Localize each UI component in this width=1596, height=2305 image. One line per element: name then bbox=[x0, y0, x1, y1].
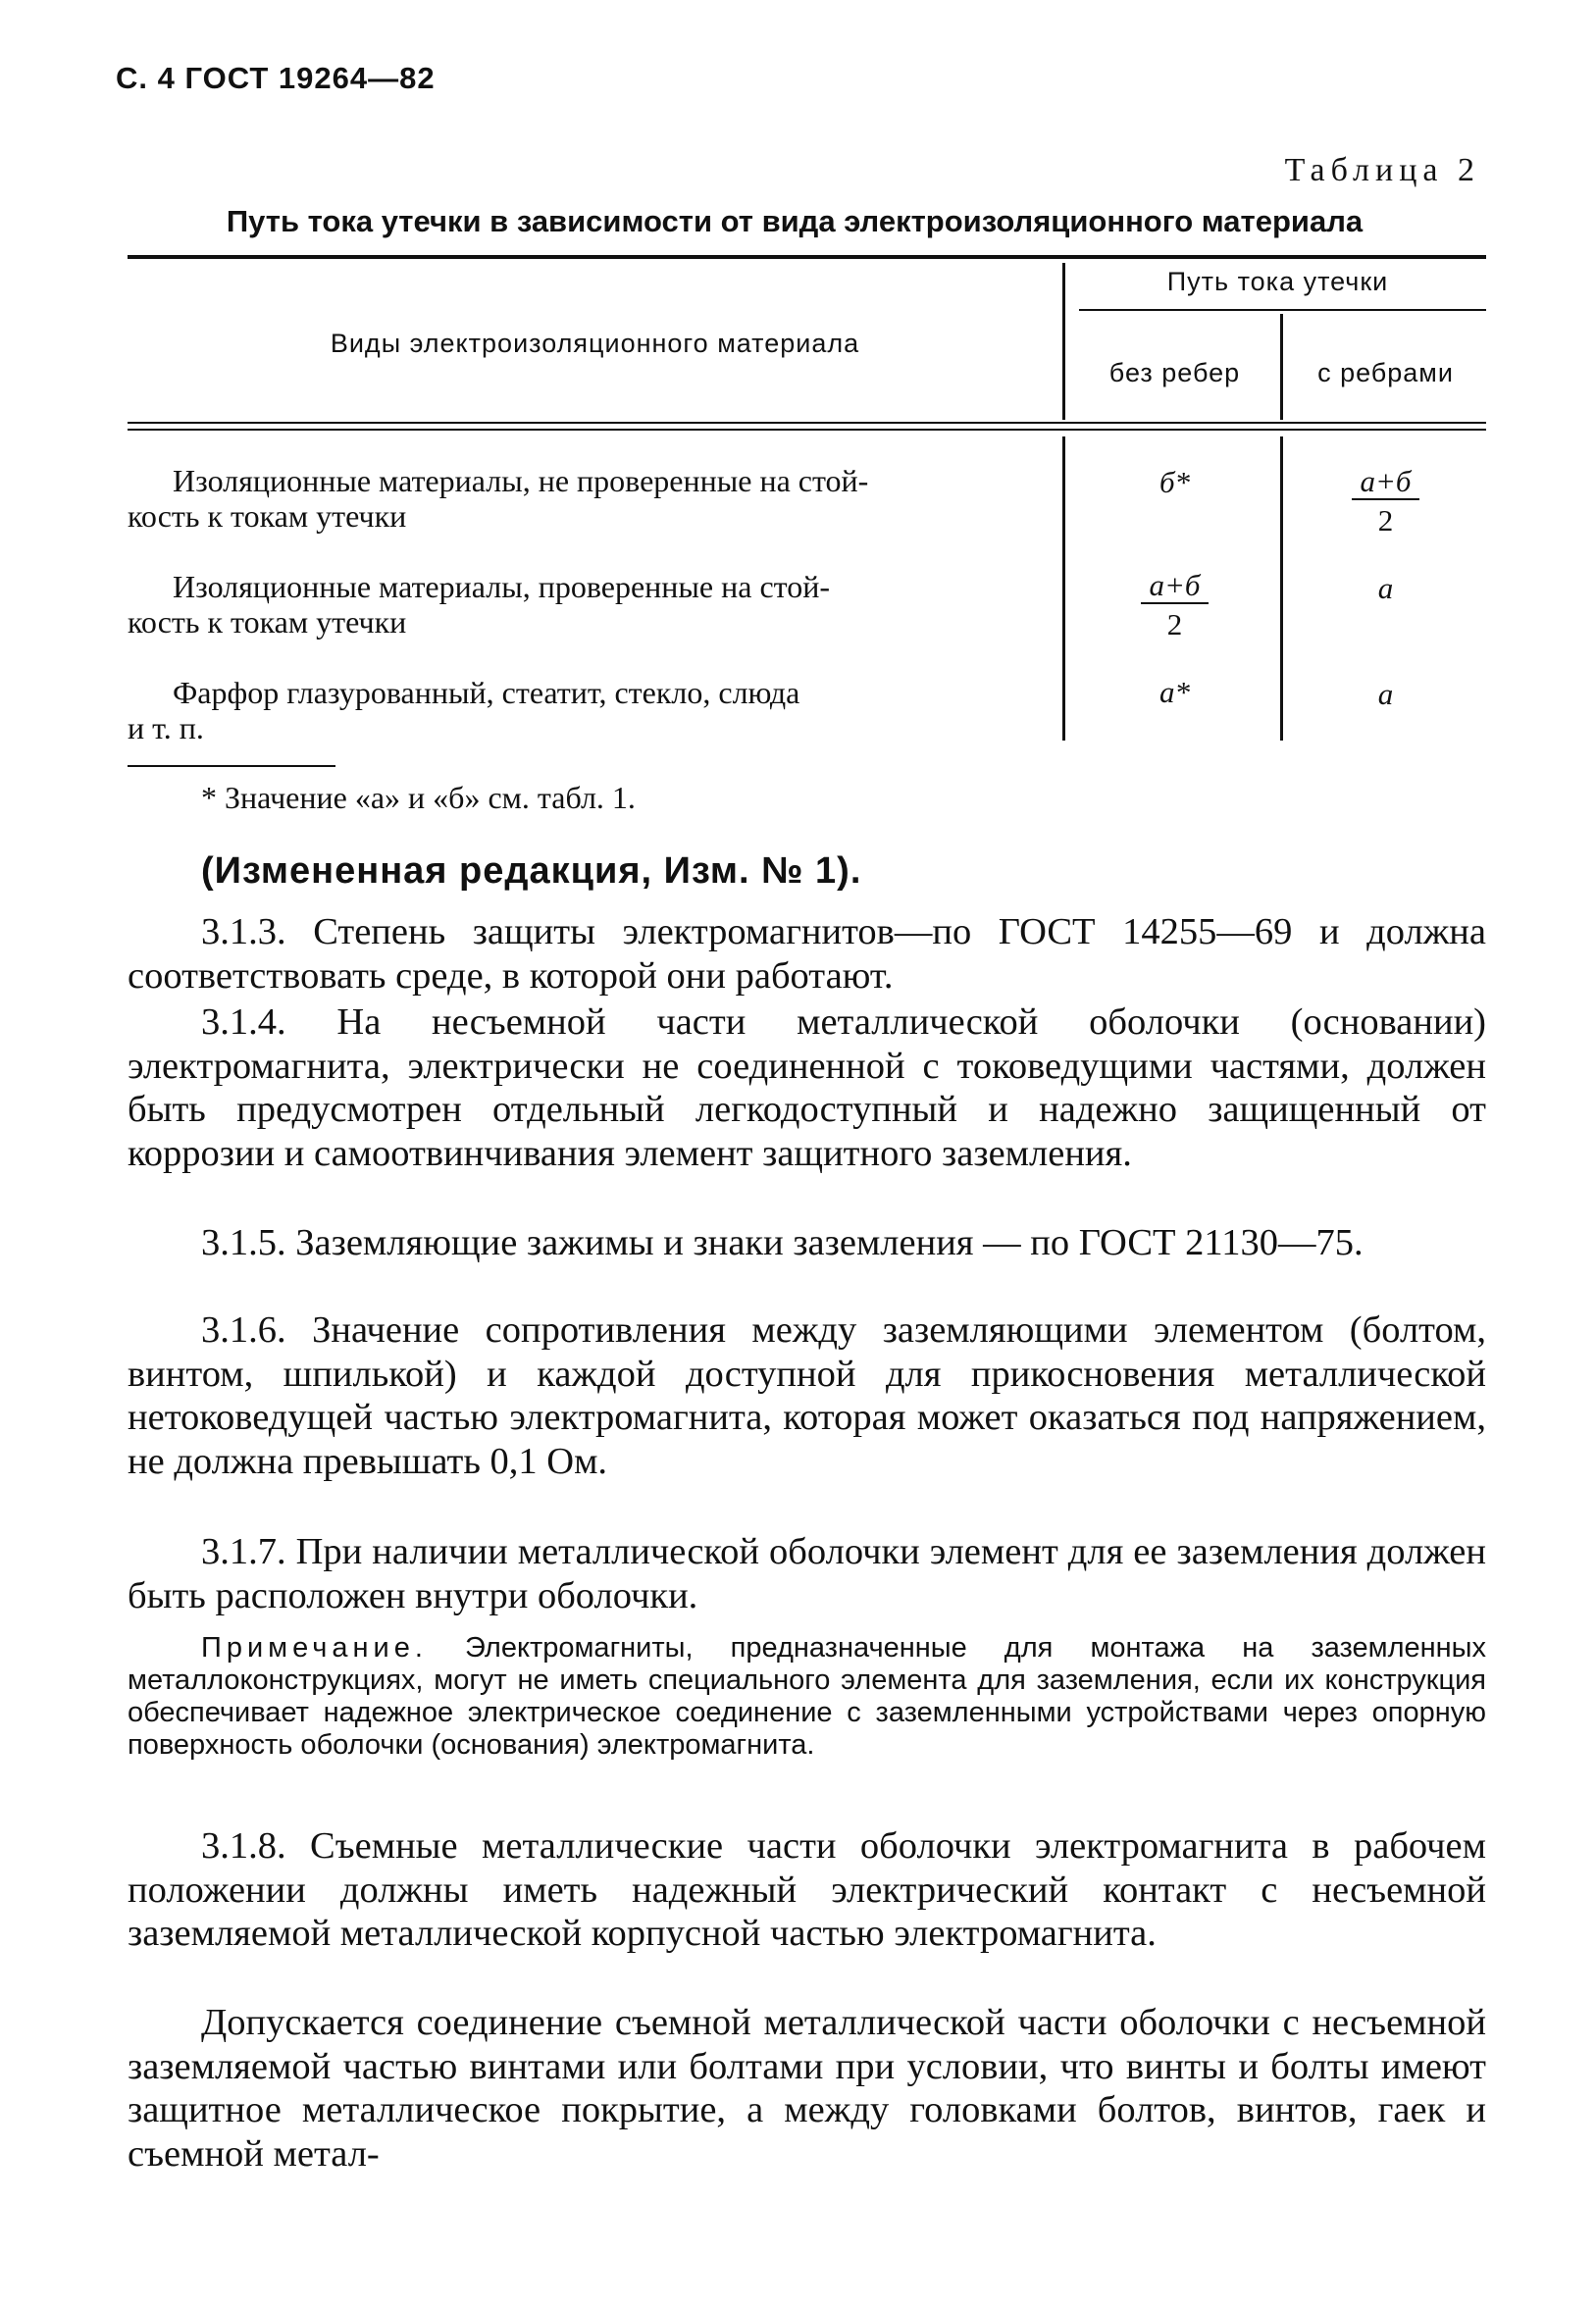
col-header-ribs: с ребрами bbox=[1317, 358, 1454, 387]
table-row-1-material: Изоляционные материалы, не проверенные на стой- кость к токам утечки bbox=[128, 463, 869, 534]
col-header-material: Виды электроизоляционного материала bbox=[330, 329, 860, 358]
table-row-2-ribs: а bbox=[1377, 571, 1394, 605]
col-header-leakage-path: Путь тока утечки bbox=[1166, 267, 1389, 296]
table-vline-1 bbox=[1062, 263, 1065, 420]
table-row-3-no-ribs: а* bbox=[1159, 675, 1190, 709]
amendment-note: (Измененная редакция, Изм. № 1). bbox=[201, 850, 862, 892]
paragraph-3-1-6: 3.1.6. Значение сопротивления между заземляющими элементом (болтом, винтом, шпилькой) и каждой доступной для прикосновения металлической нетоковедущей частью электромагнита, которая может оказаться под напряжением, не должна превышать 0,1 Ом. bbox=[128, 1309, 1486, 1482]
note-block bbox=[128, 1632, 1486, 1762]
table-title: Путь тока утечки в зависимости от вида электроизоляционного материала bbox=[226, 204, 1364, 238]
paragraph-3-1-8: 3.1.8. Съемные металлические части оболочки электромагнита в рабочем положении должны иметь надежный электрический контакт с несъемной заземляемой металлической корпусной частью электромагнита. bbox=[128, 1825, 1486, 1954]
col-header-no-ribs: без ребер bbox=[1108, 358, 1241, 387]
table-row-1-ribs: $\frac{а+б}{2}$ bbox=[1285, 465, 1486, 538]
table-row-2-no-ribs: $\frac{а+б}{2}$ bbox=[1069, 569, 1280, 642]
note-text: Электромагниты, предназначенные для монтажа на заземленных металлоконструкциях, могут не иметь специального элемента для заземления, если их конструкция обеспечивает надежное электрическое соединение с заземленными устройствами через опорную поверхность оболочки (основания) электромагнита. bbox=[128, 1632, 1487, 1761]
header-sub-rule bbox=[1079, 309, 1486, 311]
footnote-rule bbox=[128, 765, 335, 767]
header-bottom-rule-2 bbox=[128, 429, 1486, 431]
paragraph-3-1-7: 3.1.7. При наличии металлической оболочки элемент для ее заземления должен быть расположен внутри оболочки. bbox=[128, 1531, 1486, 1616]
paragraph-3-1-5: 3.1.5. Заземляющие зажимы и знаки заземления — по ГОСТ 21130—75. bbox=[201, 1222, 1364, 1263]
paragraph-permitted-connection: Допускается соединение съемной металлической части оболочки с несъемной заземляемой частью винтами или болтами при условии, что винты и болты имеют защитное металлическое покрытие, а между головками болтов, винтов, гаек и съемной метал- bbox=[128, 2002, 1486, 2175]
table-row-3-ribs: а bbox=[1377, 677, 1394, 711]
running-head: С. 4 ГОСТ 19264—82 bbox=[116, 61, 436, 95]
table-row-1-no-ribs: б* bbox=[1158, 465, 1191, 499]
table-vline-3 bbox=[1062, 436, 1065, 741]
paragraph-3-1-3: 3.1.3. Степень защиты электромагнитов—по ГОСТ 14255—69 и должна соответствовать среде, в которой они работают. bbox=[128, 911, 1486, 997]
table-vline-2 bbox=[1280, 314, 1283, 420]
table-row-2-material: Изоляционные материалы, проверенные на стой- кость к токам утечки bbox=[128, 569, 830, 640]
table-vline-4 bbox=[1280, 436, 1283, 741]
table-label: Таблица 2 bbox=[1284, 152, 1480, 188]
table-top-rule bbox=[128, 255, 1486, 259]
paragraph-3-1-4: 3.1.4. На несъемной части металлической оболочки (основании) электромагнита, электрически не соединенной с токоведущими частями, должен быть предусмотрен отдельный легкодоступный и надежно защищенный от коррозии и самоотвинчивания элемент защитного заземления. bbox=[128, 1001, 1486, 1174]
table-footnote: * Значение «а» и «б» см. табл. 1. bbox=[201, 780, 636, 815]
header-bottom-rule-1 bbox=[128, 422, 1486, 424]
table-row-3-material: Фарфор глазурованный, стеатит, стекло, слюда и т. п. bbox=[128, 675, 800, 745]
note-label: Примечание. bbox=[201, 1632, 428, 1664]
